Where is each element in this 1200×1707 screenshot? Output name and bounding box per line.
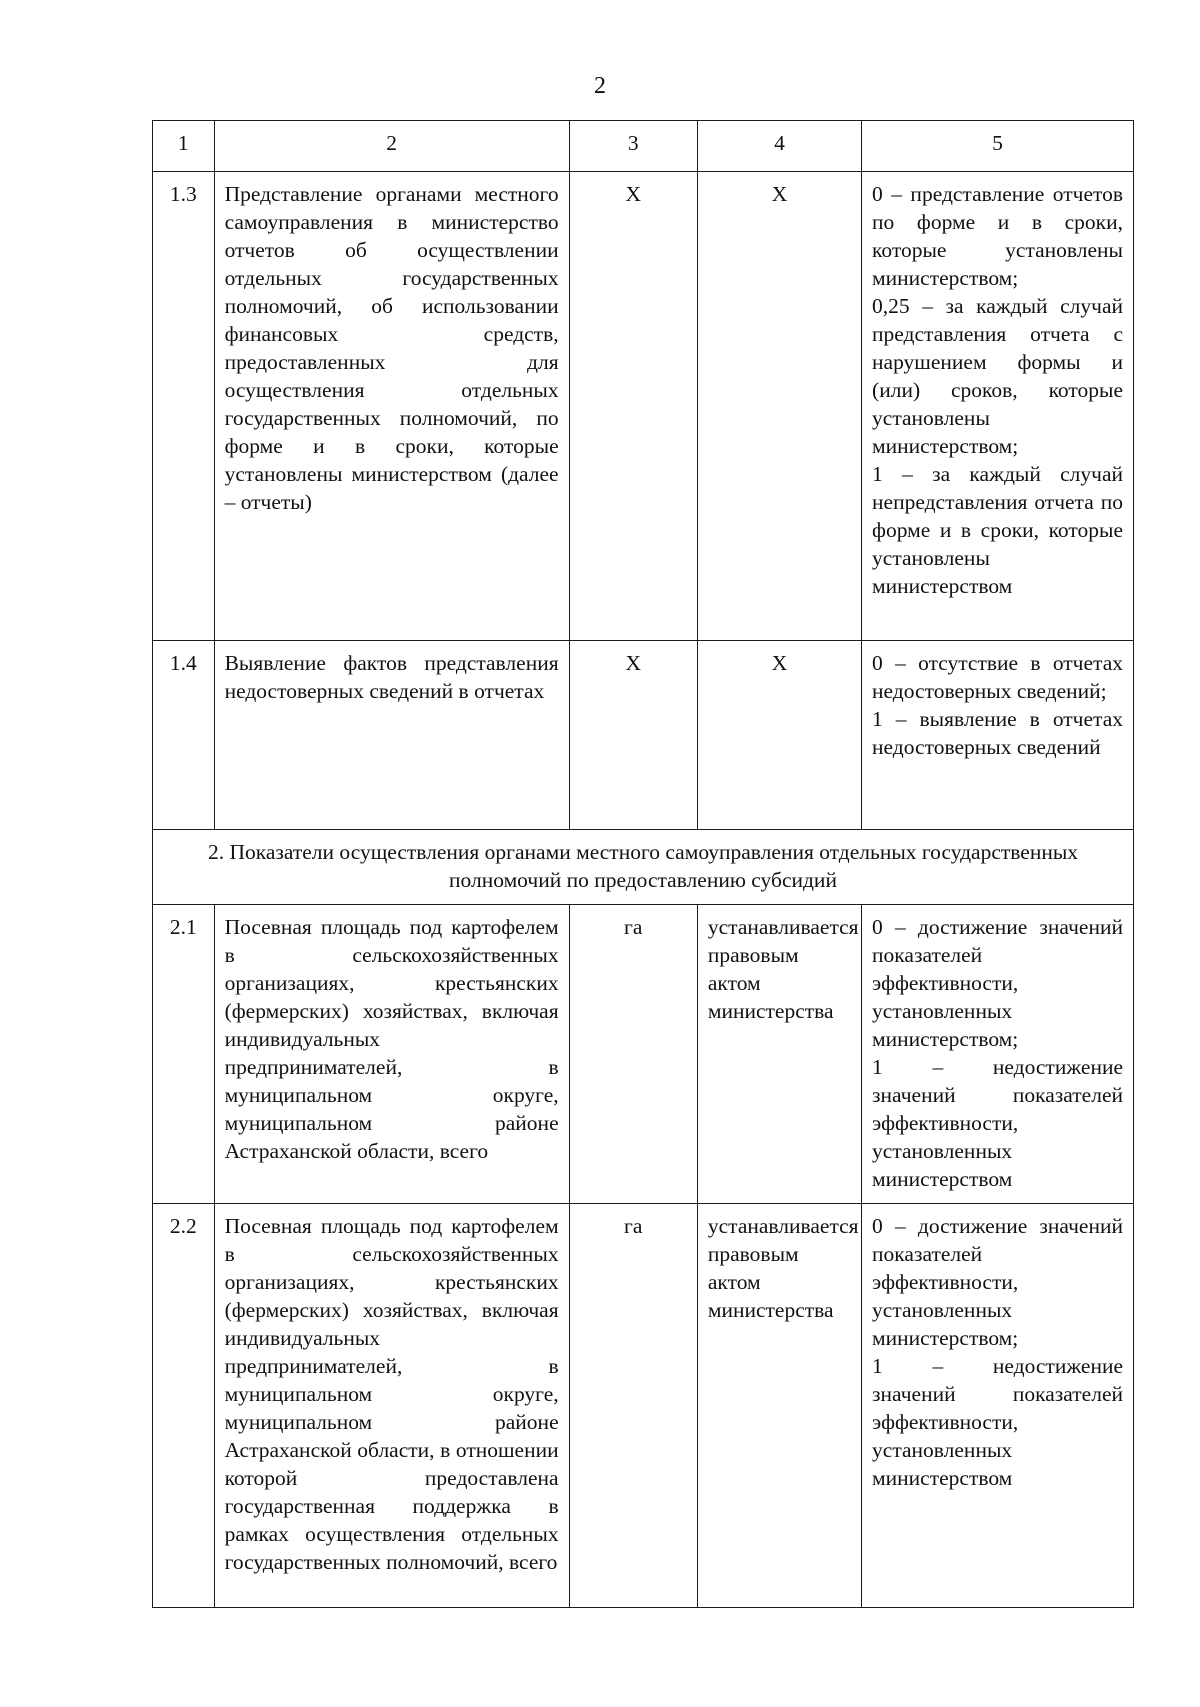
unit-value: га [569,905,697,1204]
score-line: 0 – достижение значений показателей эффективности, установленных министерством; [872,915,1123,1051]
unit-value: Х [569,641,697,830]
table-header-row [153,121,1134,172]
unit-value: га [569,1204,697,1608]
page-number: 2 [594,73,606,99]
row-number: 1.4 [153,641,215,830]
score-line: 0 – представление отчетов по форме и в сроки, которые установлены министерством; [872,182,1123,290]
target-value: Х [697,641,861,830]
score-cell [862,641,1134,830]
section-title: 2. Показатели осуществления органами местного самоуправления отдельных государственных полномочий по предоставлению субсидий [153,830,1134,905]
score-line: 0 – отсутствие в отчетах недостоверных сведений; [872,651,1123,703]
section-row [153,830,1134,905]
target-value: Х [697,172,861,641]
indicator-text: Посевная площадь под картофелем в сельскохозяйственных организациях, крестьянских (фермерских) хозяйствах, включая индивидуальных предпринимателей, в муниципальном округе, муниципальном районе Астраханской области, в отношении которой предоставлена государственная поддержка в рамках осуществления отдельных государственных полномочий, всего [214,1204,569,1608]
table-row [153,905,1134,1204]
target-value: устанавливается правовым актом министерства [697,905,861,1204]
score-line: 1 – недостижение значений показателей эффективности, установленных министерством [872,1055,1123,1191]
row-number: 1.3 [153,172,215,641]
column-header-5: 5 [862,121,1134,172]
target-value: устанавливается правовым актом министерства [697,1204,861,1608]
indicators-table [152,120,1134,1608]
score-cell [862,1204,1134,1608]
column-header-3: 3 [569,121,697,172]
score-line: 1 – недостижение значений показателей эффективности, установленных министерством [872,1354,1123,1490]
table-row [153,172,1134,641]
indicator-text: Выявление фактов представления недостоверных сведений в отчетах [214,641,569,830]
table-row [153,1204,1134,1608]
indicator-text: Посевная площадь под картофелем в сельскохозяйственных организациях, крестьянских (фермерских) хозяйствах, включая индивидуальных предпринимателей, в муниципальном округе, муниципальном районе Астраханской области, всего [214,905,569,1204]
indicator-text: Представление органами местного самоуправления в министерство отчетов об осуществлении отдельных государственных полномочий, об использовании финансовых средств, предоставленных для осуществления отдельных государственных полномочий, по форме и в сроки, которые установлены министерством (далее – отчеты) [214,172,569,641]
unit-value: Х [569,172,697,641]
row-number: 2.2 [153,1204,215,1608]
column-header-4: 4 [697,121,861,172]
score-line: 1 – выявление в отчетах недостоверных сведений [872,707,1123,759]
score-line: 1 – за каждый случай непредставления отчета по форме и в сроки, которые установлены министерством [872,462,1123,598]
table-row [153,641,1134,830]
score-cell [862,905,1134,1204]
score-line: 0,25 – за каждый случай представления отчета с нарушением формы и (или) сроков, которые установлены министерством; [872,294,1123,458]
column-header-2: 2 [214,121,569,172]
score-line: 0 – достижение значений показателей эффективности, установленных министерством; [872,1214,1123,1350]
row-number: 2.1 [153,905,215,1204]
column-header-1: 1 [153,121,215,172]
score-cell [862,172,1134,641]
